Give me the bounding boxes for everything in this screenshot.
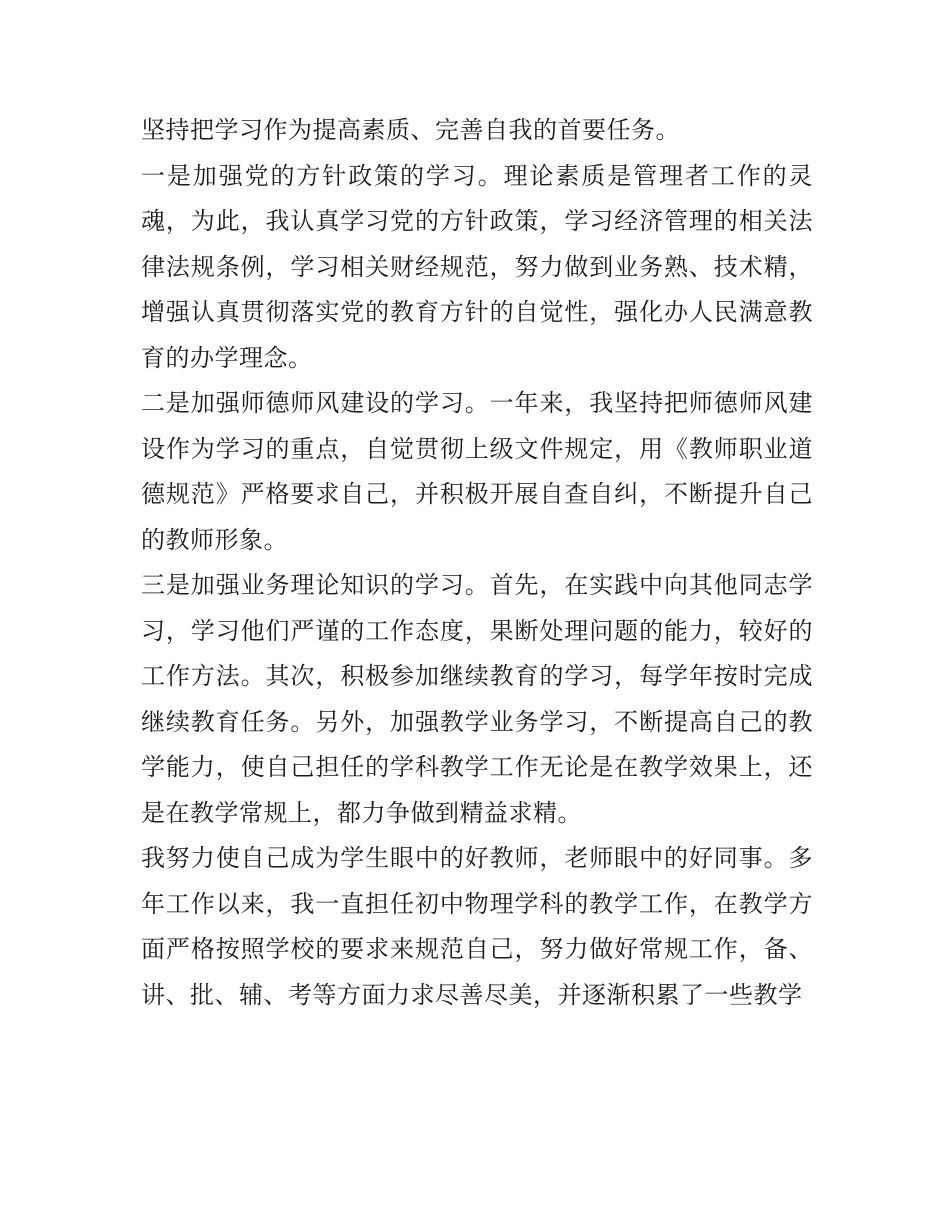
- paragraph-ethics-study: 二是加强师德师风建设的学习。一年来，我坚持把师德师风建设作为学习的重点，自觉贯彻上级文件规定，用《教师职业道德规范》严格要求自己，并积极开展自查自纠，不断提升自己的教师形象。: [141, 389, 813, 554]
- paragraph-policy-study: 一是加强党的方针政策的学习。理论素质是管理者工作的灵魂，为此，我认真学习党的方针政策，学习经济管理的相关法律法规条例，学习相关财经规范，努力做到业务熟、技术精，增强认真贯彻落实党的教育方针的自觉性，强化办人民满意教育的办学理念。: [141, 161, 813, 372]
- document-body: [141, 108, 813, 1018]
- paragraph-intro: 坚持把学习作为提高素质、完善自我的首要任务。: [141, 116, 680, 144]
- paragraph-teaching-work: 我努力使自己成为学生眼中的好教师，老师眼中的好同事。多年工作以来，我一直担任初中物理学科的教学工作，在教学方面严格按照学校的要求来规范自己，努力做好常规工作，备、讲、批、辅、考等方面力求尽善尽美，并逐渐积累了一些教学: [141, 844, 813, 1009]
- paragraph-professional-study: 三是加强业务理论知识的学习。首先，在实践中向其他同志学习，学习他们严谨的工作态度，果断处理问题的能力，较好的工作方法。其次，积极参加继续教育的学习，每学年按时完成继续教育任务。另外，加强教学业务学习，不断提高自己的教学能力，使自己担任的学科教学工作无论是在教学效果上，还是在教学常规上，都力争做到精益求精。: [141, 571, 813, 827]
